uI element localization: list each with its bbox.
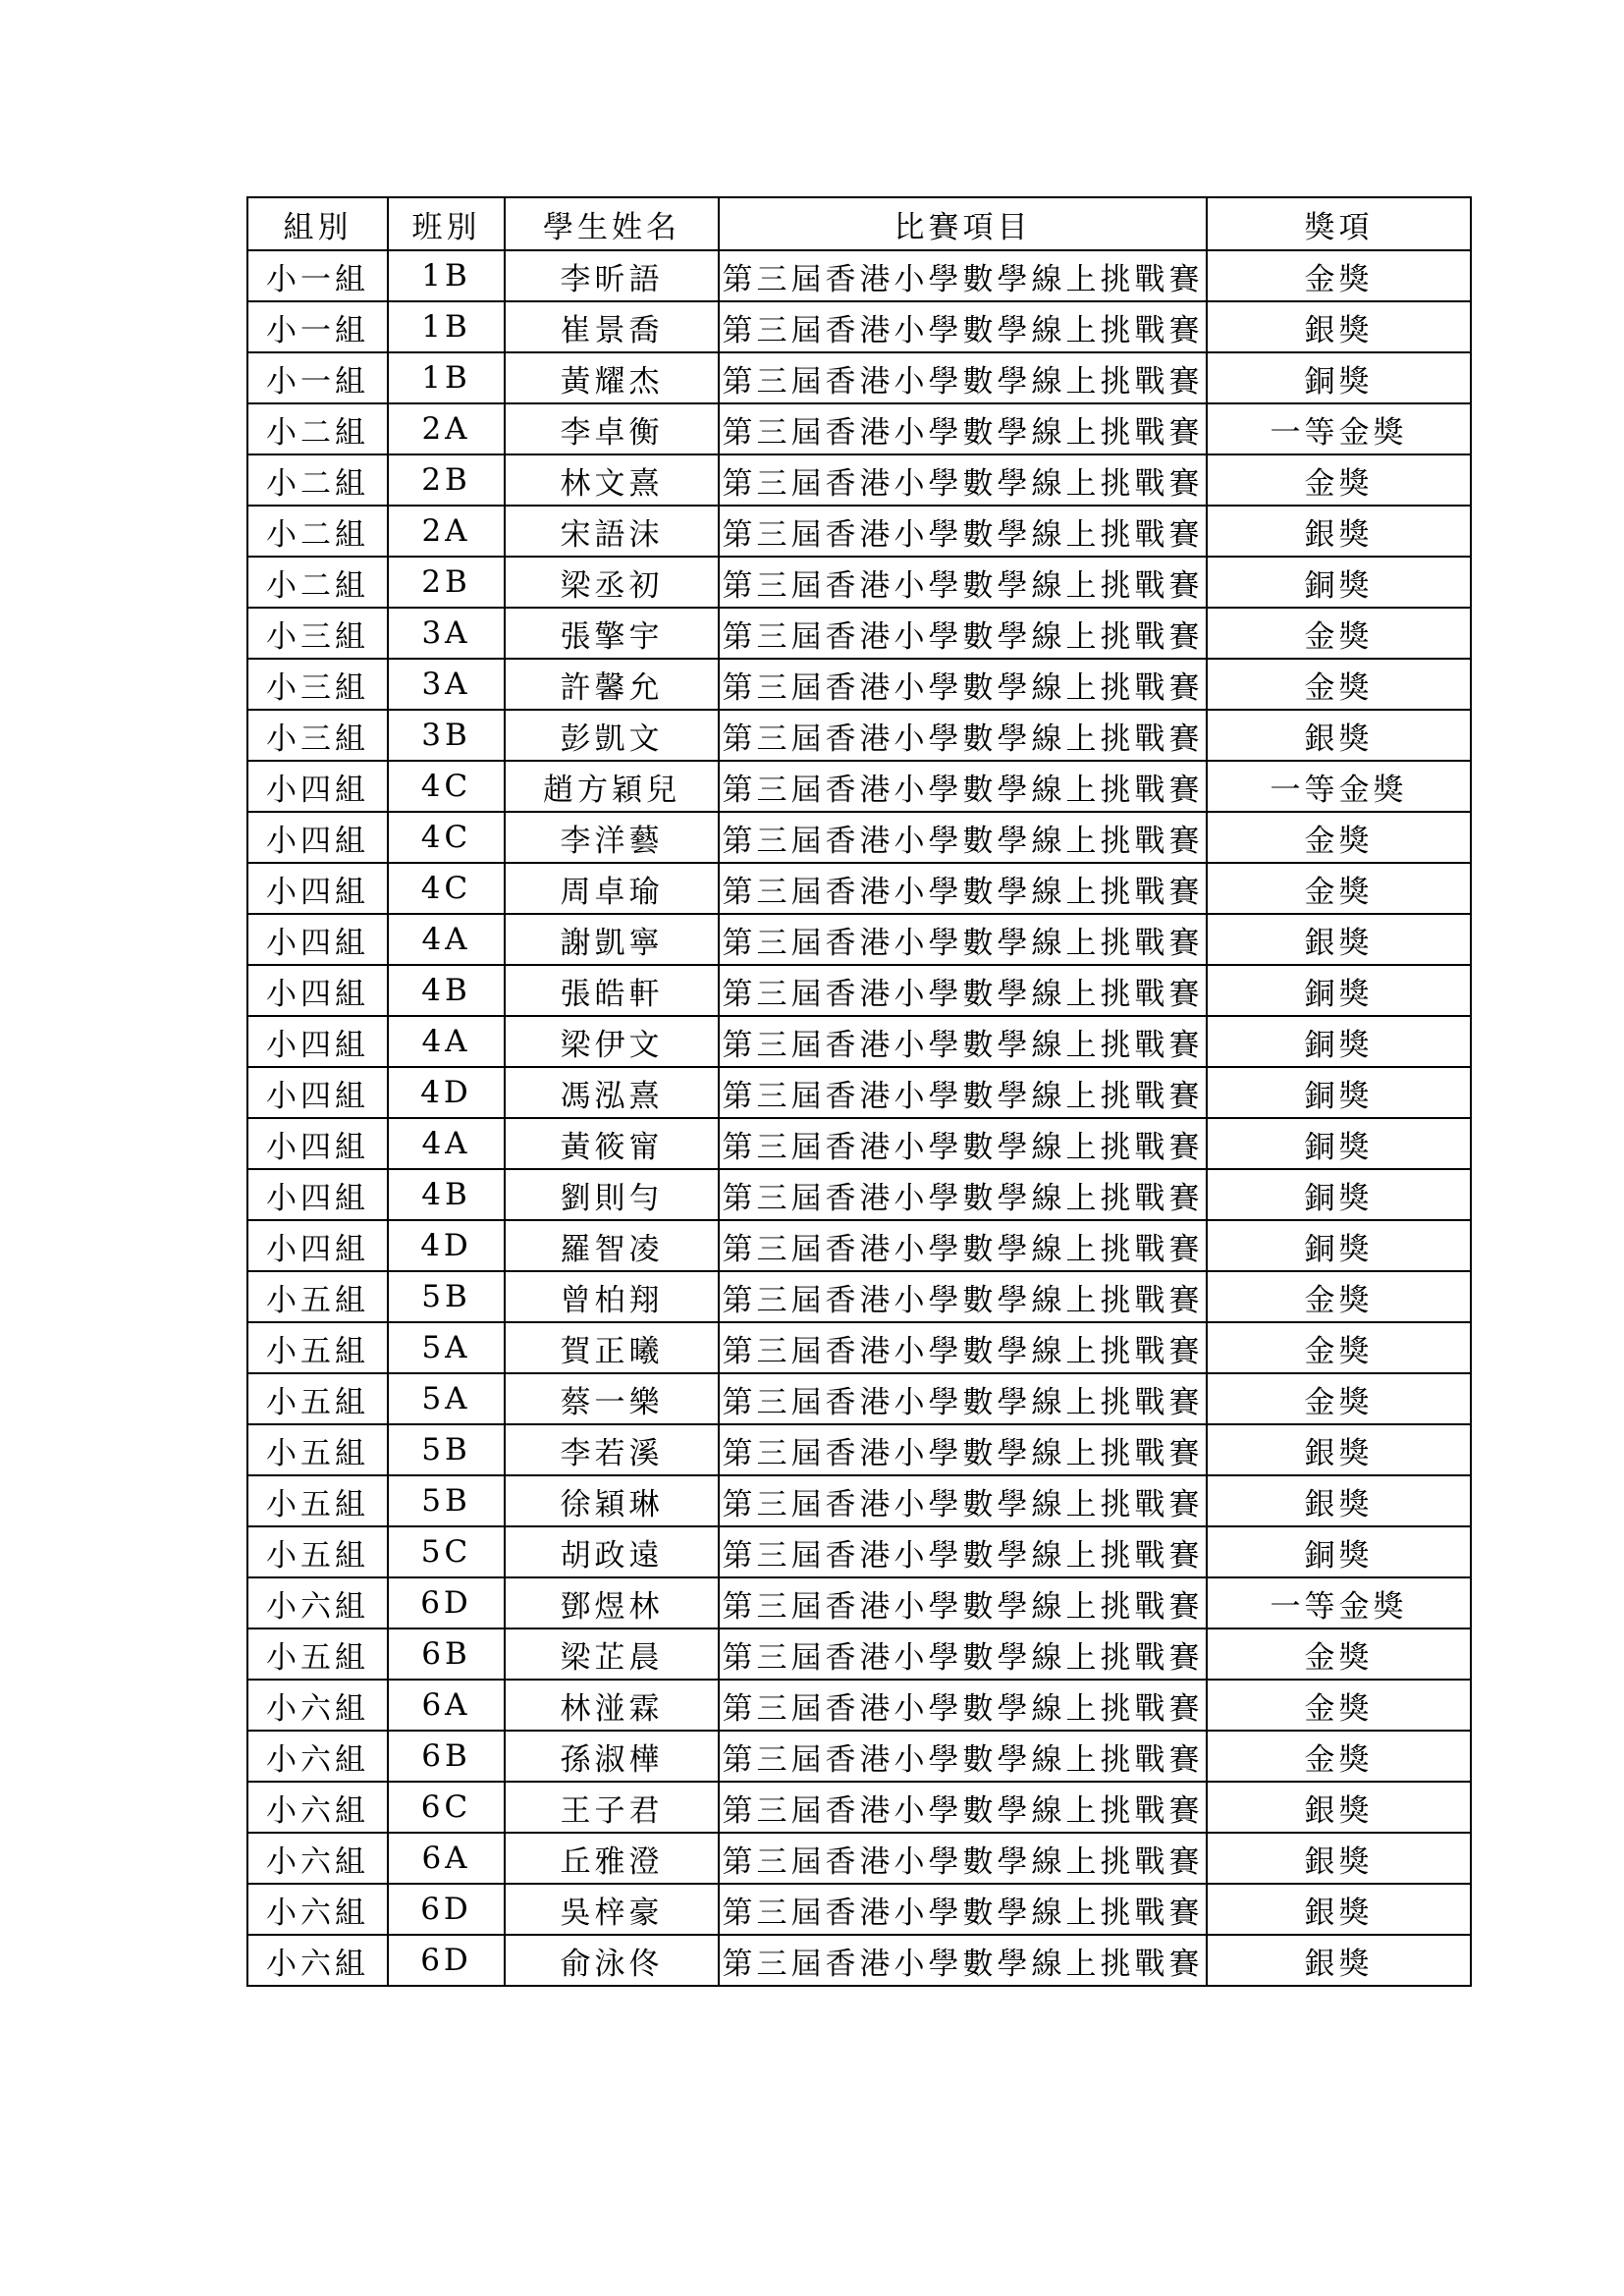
table-row	[247, 1271, 1471, 1322]
cell-award: 金獎	[1207, 659, 1471, 710]
cell-group: 小五組	[247, 1322, 388, 1373]
cell-group: 小四組	[247, 1067, 388, 1118]
cell-class: 4C	[388, 812, 505, 863]
cell-class: 1B	[388, 352, 505, 403]
table-row	[247, 352, 1471, 403]
cell-group: 小三組	[247, 608, 388, 659]
cell-group: 小四組	[247, 812, 388, 863]
cell-student-name: 張擎宇	[505, 608, 719, 659]
cell-competition: 第三屆香港小學數學線上挑戰賽	[719, 761, 1207, 812]
table-row	[247, 1067, 1471, 1118]
header-row	[247, 197, 1471, 250]
cell-competition: 第三屆香港小學數學線上挑戰賽	[719, 1577, 1207, 1629]
cell-student-name: 吳梓豪	[505, 1884, 719, 1935]
cell-competition: 第三屆香港小學數學線上挑戰賽	[719, 1016, 1207, 1067]
cell-group: 小六組	[247, 1731, 388, 1782]
table-row	[247, 710, 1471, 761]
cell-class: 2B	[388, 454, 505, 506]
table-row	[247, 1731, 1471, 1782]
table-body	[247, 250, 1471, 1986]
cell-class: 1B	[388, 250, 505, 301]
cell-student-name: 李卓衡	[505, 403, 719, 454]
cell-award: 銅獎	[1207, 1526, 1471, 1577]
cell-student-name: 胡政遠	[505, 1526, 719, 1577]
cell-class: 4A	[388, 1016, 505, 1067]
cell-student-name: 梁伊文	[505, 1016, 719, 1067]
table-row	[247, 454, 1471, 506]
cell-award: 銀獎	[1207, 301, 1471, 352]
cell-class: 6B	[388, 1629, 505, 1680]
cell-award: 銀獎	[1207, 710, 1471, 761]
cell-student-name: 梁芷晨	[505, 1629, 719, 1680]
table-row	[247, 1475, 1471, 1526]
cell-award: 金獎	[1207, 250, 1471, 301]
cell-class: 5C	[388, 1526, 505, 1577]
table-row	[247, 812, 1471, 863]
cell-student-name: 李若溪	[505, 1424, 719, 1475]
cell-class: 6D	[388, 1935, 505, 1986]
cell-student-name: 許馨允	[505, 659, 719, 710]
cell-student-name: 林文熹	[505, 454, 719, 506]
cell-class: 5B	[388, 1475, 505, 1526]
cell-group: 小五組	[247, 1629, 388, 1680]
cell-competition: 第三屆香港小學數學線上挑戰賽	[719, 301, 1207, 352]
cell-award: 金獎	[1207, 812, 1471, 863]
cell-student-name: 謝凱寧	[505, 914, 719, 965]
cell-student-name: 劉則勻	[505, 1169, 719, 1220]
cell-competition: 第三屆香港小學數學線上挑戰賽	[719, 1169, 1207, 1220]
table-row	[247, 403, 1471, 454]
cell-group: 小四組	[247, 914, 388, 965]
table-row	[247, 863, 1471, 914]
cell-student-name: 曾柏翔	[505, 1271, 719, 1322]
cell-group: 小四組	[247, 1220, 388, 1271]
table-row	[247, 1118, 1471, 1169]
cell-award: 一等金獎	[1207, 761, 1471, 812]
table-row	[247, 914, 1471, 965]
cell-student-name: 黃筱甯	[505, 1118, 719, 1169]
cell-class: 2B	[388, 557, 505, 608]
table-row	[247, 1935, 1471, 1986]
cell-competition: 第三屆香港小學數學線上挑戰賽	[719, 965, 1207, 1016]
cell-competition: 第三屆香港小學數學線上挑戰賽	[719, 1935, 1207, 1986]
cell-class: 6C	[388, 1782, 505, 1833]
cell-class: 6D	[388, 1577, 505, 1629]
cell-award: 一等金獎	[1207, 1577, 1471, 1629]
cell-group: 小六組	[247, 1577, 388, 1629]
cell-class: 3B	[388, 710, 505, 761]
cell-group: 小六組	[247, 1935, 388, 1986]
cell-group: 小四組	[247, 1118, 388, 1169]
cell-class: 3A	[388, 608, 505, 659]
cell-award: 銀獎	[1207, 1475, 1471, 1526]
cell-group: 小二組	[247, 506, 388, 557]
table-row	[247, 1782, 1471, 1833]
results-table	[246, 196, 1472, 1987]
cell-award: 銀獎	[1207, 506, 1471, 557]
cell-group: 小四組	[247, 863, 388, 914]
cell-competition: 第三屆香港小學數學線上挑戰賽	[719, 1833, 1207, 1884]
cell-award: 一等金獎	[1207, 403, 1471, 454]
cell-class: 6D	[388, 1884, 505, 1935]
cell-award: 金獎	[1207, 608, 1471, 659]
cell-class: 2A	[388, 506, 505, 557]
cell-group: 小一組	[247, 301, 388, 352]
cell-group: 小四組	[247, 1169, 388, 1220]
cell-competition: 第三屆香港小學數學線上挑戰賽	[719, 1220, 1207, 1271]
cell-award: 銅獎	[1207, 1169, 1471, 1220]
cell-award: 金獎	[1207, 1271, 1471, 1322]
cell-group: 小五組	[247, 1271, 388, 1322]
cell-group: 小四組	[247, 761, 388, 812]
table-row	[247, 1833, 1471, 1884]
cell-student-name: 賀正曦	[505, 1322, 719, 1373]
cell-student-name: 梁丞初	[505, 557, 719, 608]
cell-student-name: 羅智凌	[505, 1220, 719, 1271]
table-row	[247, 557, 1471, 608]
cell-competition: 第三屆香港小學數學線上挑戰賽	[719, 812, 1207, 863]
cell-class: 6A	[388, 1833, 505, 1884]
cell-group: 小六組	[247, 1680, 388, 1731]
table-row	[247, 1884, 1471, 1935]
cell-class: 4C	[388, 863, 505, 914]
cell-competition: 第三屆香港小學數學線上挑戰賽	[719, 1118, 1207, 1169]
cell-class: 5A	[388, 1373, 505, 1424]
cell-award: 金獎	[1207, 1322, 1471, 1373]
cell-competition: 第三屆香港小學數學線上挑戰賽	[719, 710, 1207, 761]
cell-competition: 第三屆香港小學數學線上挑戰賽	[719, 1629, 1207, 1680]
cell-group: 小一組	[247, 250, 388, 301]
cell-student-name: 周卓瑜	[505, 863, 719, 914]
cell-student-name: 李洋藝	[505, 812, 719, 863]
cell-award: 金獎	[1207, 1731, 1471, 1782]
table-row	[247, 250, 1471, 301]
table-row	[247, 1424, 1471, 1475]
cell-class: 4A	[388, 914, 505, 965]
table-row	[247, 1629, 1471, 1680]
cell-award: 金獎	[1207, 454, 1471, 506]
cell-student-name: 徐穎琳	[505, 1475, 719, 1526]
cell-class: 1B	[388, 301, 505, 352]
cell-group: 小六組	[247, 1833, 388, 1884]
cell-student-name: 丘雅澄	[505, 1833, 719, 1884]
cell-competition: 第三屆香港小學數學線上挑戰賽	[719, 506, 1207, 557]
cell-class: 6A	[388, 1680, 505, 1731]
cell-student-name: 王子君	[505, 1782, 719, 1833]
cell-competition: 第三屆香港小學數學線上挑戰賽	[719, 1731, 1207, 1782]
cell-competition: 第三屆香港小學數學線上挑戰賽	[719, 914, 1207, 965]
cell-award: 銀獎	[1207, 1935, 1471, 1986]
cell-student-name: 宋語沫	[505, 506, 719, 557]
cell-competition: 第三屆香港小學數學線上挑戰賽	[719, 1322, 1207, 1373]
cell-class: 5B	[388, 1424, 505, 1475]
cell-award: 金獎	[1207, 863, 1471, 914]
header-award: 獎項	[1207, 197, 1471, 250]
cell-award: 銀獎	[1207, 1884, 1471, 1935]
cell-class: 4C	[388, 761, 505, 812]
header-student-name: 學生姓名	[505, 197, 719, 250]
cell-group: 小五組	[247, 1373, 388, 1424]
cell-class: 6B	[388, 1731, 505, 1782]
cell-student-name: 俞泳佟	[505, 1935, 719, 1986]
cell-competition: 第三屆香港小學數學線上挑戰賽	[719, 1373, 1207, 1424]
cell-group: 小五組	[247, 1526, 388, 1577]
cell-group: 小六組	[247, 1782, 388, 1833]
table-row	[247, 1577, 1471, 1629]
table-row	[247, 506, 1471, 557]
cell-competition: 第三屆香港小學數學線上挑戰賽	[719, 1526, 1207, 1577]
cell-group: 小一組	[247, 352, 388, 403]
cell-award: 銅獎	[1207, 1220, 1471, 1271]
cell-student-name: 崔景喬	[505, 301, 719, 352]
cell-group: 小三組	[247, 659, 388, 710]
cell-award: 金獎	[1207, 1629, 1471, 1680]
cell-award: 銅獎	[1207, 352, 1471, 403]
table-row	[247, 1016, 1471, 1067]
table-row	[247, 761, 1471, 812]
cell-class: 4B	[388, 965, 505, 1016]
cell-competition: 第三屆香港小學數學線上挑戰賽	[719, 1424, 1207, 1475]
cell-award: 銅獎	[1207, 965, 1471, 1016]
cell-student-name: 李昕語	[505, 250, 719, 301]
cell-class: 4D	[388, 1220, 505, 1271]
cell-class: 5B	[388, 1271, 505, 1322]
cell-competition: 第三屆香港小學數學線上挑戰賽	[719, 454, 1207, 506]
cell-award: 銅獎	[1207, 1067, 1471, 1118]
cell-student-name: 馮泓熹	[505, 1067, 719, 1118]
cell-student-name: 趙方穎兒	[505, 761, 719, 812]
cell-competition: 第三屆香港小學數學線上挑戰賽	[719, 863, 1207, 914]
cell-competition: 第三屆香港小學數學線上挑戰賽	[719, 1067, 1207, 1118]
cell-group: 小二組	[247, 557, 388, 608]
cell-class: 4A	[388, 1118, 505, 1169]
cell-competition: 第三屆香港小學數學線上挑戰賽	[719, 1271, 1207, 1322]
table-row	[247, 659, 1471, 710]
cell-group: 小五組	[247, 1424, 388, 1475]
cell-student-name: 孫淑樺	[505, 1731, 719, 1782]
cell-class: 5A	[388, 1322, 505, 1373]
cell-group: 小二組	[247, 454, 388, 506]
cell-award: 銅獎	[1207, 1118, 1471, 1169]
table-row	[247, 608, 1471, 659]
cell-class: 4B	[388, 1169, 505, 1220]
cell-student-name: 張皓軒	[505, 965, 719, 1016]
header-competition: 比賽項目	[719, 197, 1207, 250]
cell-award: 銀獎	[1207, 914, 1471, 965]
table-row	[247, 1680, 1471, 1731]
cell-competition: 第三屆香港小學數學線上挑戰賽	[719, 608, 1207, 659]
cell-competition: 第三屆香港小學數學線上挑戰賽	[719, 1884, 1207, 1935]
cell-group: 小四組	[247, 1016, 388, 1067]
cell-class: 2A	[388, 403, 505, 454]
cell-award: 銀獎	[1207, 1833, 1471, 1884]
cell-student-name: 黃耀杰	[505, 352, 719, 403]
cell-competition: 第三屆香港小學數學線上挑戰賽	[719, 403, 1207, 454]
table-row	[247, 1220, 1471, 1271]
cell-student-name: 鄧煜林	[505, 1577, 719, 1629]
table-row	[247, 1169, 1471, 1220]
header-class: 班別	[388, 197, 505, 250]
cell-student-name: 林湴霖	[505, 1680, 719, 1731]
cell-competition: 第三屆香港小學數學線上挑戰賽	[719, 250, 1207, 301]
table-row	[247, 301, 1471, 352]
cell-group: 小四組	[247, 965, 388, 1016]
cell-student-name: 彭凱文	[505, 710, 719, 761]
cell-award: 銅獎	[1207, 1016, 1471, 1067]
header-group: 組別	[247, 197, 388, 250]
cell-group: 小六組	[247, 1884, 388, 1935]
table-row	[247, 1373, 1471, 1424]
table-row	[247, 965, 1471, 1016]
cell-competition: 第三屆香港小學數學線上挑戰賽	[719, 1475, 1207, 1526]
cell-class: 4D	[388, 1067, 505, 1118]
cell-student-name: 蔡一樂	[505, 1373, 719, 1424]
cell-award: 銅獎	[1207, 557, 1471, 608]
cell-award: 金獎	[1207, 1680, 1471, 1731]
cell-award: 銀獎	[1207, 1782, 1471, 1833]
cell-group: 小五組	[247, 1475, 388, 1526]
cell-competition: 第三屆香港小學數學線上挑戰賽	[719, 1680, 1207, 1731]
cell-competition: 第三屆香港小學數學線上挑戰賽	[719, 1782, 1207, 1833]
cell-competition: 第三屆香港小學數學線上挑戰賽	[719, 352, 1207, 403]
cell-award: 金獎	[1207, 1373, 1471, 1424]
cell-class: 3A	[388, 659, 505, 710]
cell-competition: 第三屆香港小學數學線上挑戰賽	[719, 659, 1207, 710]
table-row	[247, 1322, 1471, 1373]
cell-competition: 第三屆香港小學數學線上挑戰賽	[719, 557, 1207, 608]
cell-award: 銀獎	[1207, 1424, 1471, 1475]
cell-group: 小二組	[247, 403, 388, 454]
cell-group: 小三組	[247, 710, 388, 761]
table-row	[247, 1526, 1471, 1577]
